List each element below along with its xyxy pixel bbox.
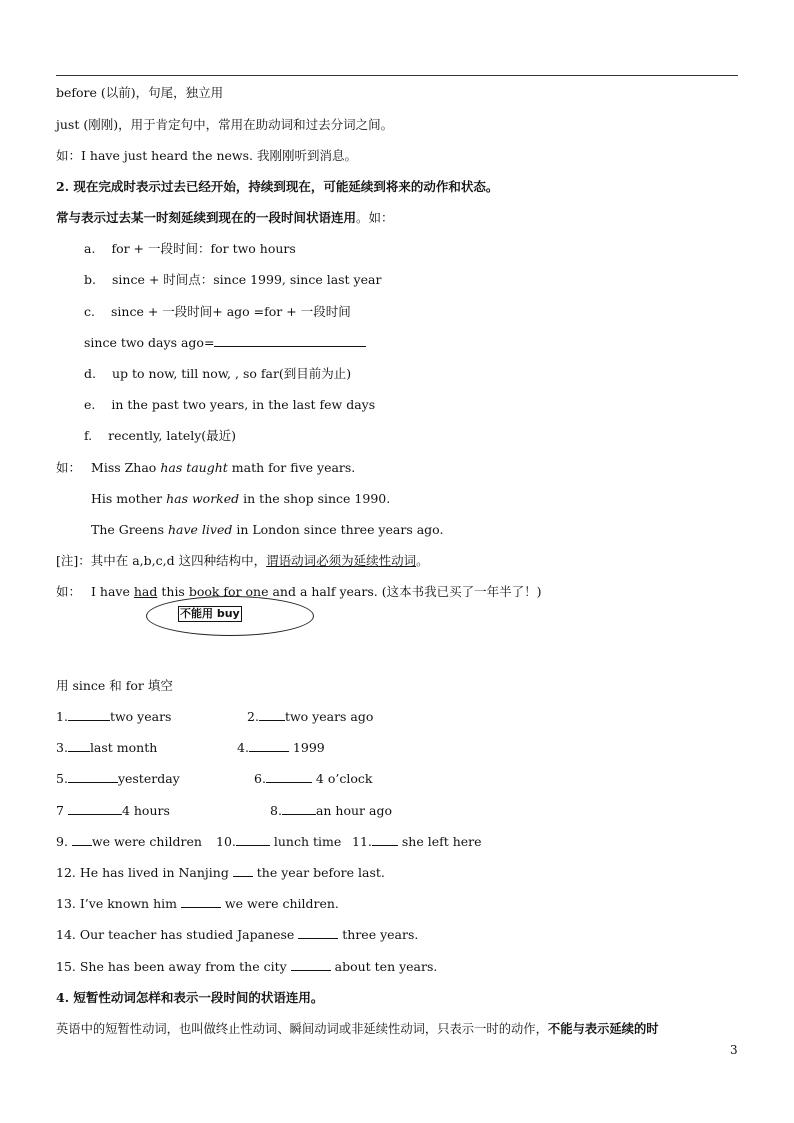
list-text: up to now, till now, , so far(到目前为止) xyxy=(111,366,352,381)
paragraph-text: 英语中的短暂性动词，也叫做终止性动词、瞬间动词或非延续性动词，只表示一时的动作， xyxy=(56,1022,548,1036)
note-text: 。 xyxy=(416,553,429,568)
example-verb: have lived xyxy=(167,522,233,537)
exercise-row-11 xyxy=(352,833,482,851)
exercise-row-6 xyxy=(254,770,372,788)
question-number: 6. xyxy=(254,771,266,786)
example-3 xyxy=(91,521,443,539)
exercise-row-2 xyxy=(247,708,373,726)
header-rule xyxy=(56,75,738,76)
list-marker: e. xyxy=(84,397,96,412)
question-text: 1999 xyxy=(288,740,325,755)
example-2 xyxy=(91,490,390,508)
answer-blank[interactable] xyxy=(181,895,221,908)
question-text: three years. xyxy=(338,927,419,942)
example-label: 如： xyxy=(56,584,82,599)
exercise-row-8 xyxy=(270,802,392,820)
answer-blank[interactable] xyxy=(233,864,253,877)
list-text: for + 一段时间：for two hours xyxy=(111,241,296,256)
exercise-q13 xyxy=(56,895,339,913)
example-text: in London since three years ago. xyxy=(232,522,444,537)
list-item-c xyxy=(84,303,351,321)
answer-blank[interactable] xyxy=(68,802,122,815)
exercise-row-1 xyxy=(56,708,171,726)
example-text: this book for one and a half years. (这本书我已买了一年半了！) xyxy=(157,584,542,599)
example-label: 如： xyxy=(56,460,82,475)
question-text: we were children. xyxy=(220,896,339,911)
list-item-f xyxy=(84,427,236,445)
question-number: 10. xyxy=(216,834,236,849)
point4-paragraph xyxy=(56,1020,659,1038)
exercise-row-10 xyxy=(216,833,341,851)
callout-label: 不能用 buy xyxy=(180,607,240,620)
exercise-q14 xyxy=(56,926,418,944)
answer-blank[interactable] xyxy=(68,770,118,783)
list-marker: f. xyxy=(84,428,93,443)
exercise-title: 用 since 和 for 填空 xyxy=(56,678,173,693)
exercise-q12 xyxy=(56,864,385,882)
answer-blank[interactable] xyxy=(298,926,338,939)
question-text: 4 hours xyxy=(121,803,170,818)
answer-blank[interactable] xyxy=(259,708,285,721)
example-verb: has worked xyxy=(166,491,240,506)
question-number: 1. xyxy=(56,709,68,724)
question-text: about ten years. xyxy=(330,959,438,974)
question-text: she left here xyxy=(397,834,482,849)
note-line xyxy=(56,552,429,570)
question-number: 4. xyxy=(237,740,249,755)
point2-subtitle-bold: 常与表示过去某一时刻延续到现在的一段时间状语连用 xyxy=(56,210,357,225)
list-marker: d. xyxy=(84,366,96,381)
point2-subtitle-tail: 。如： xyxy=(356,210,394,225)
list-item-a xyxy=(84,240,296,258)
exercise-row-4 xyxy=(237,739,325,757)
note-underlined: 谓语动词必须为延续性动词 xyxy=(266,553,417,568)
line-just: just (刚刚)，用于肯定句中，常用在助动词和过去分词之间。 xyxy=(56,117,394,132)
example-text: Miss Zhao xyxy=(91,460,161,475)
note-text: [注]：其中在 a,b,c,d 这四种结构中， xyxy=(56,553,267,568)
example-verb: has taught xyxy=(160,460,228,475)
exercise-row-7 xyxy=(56,802,170,820)
example-text: His mother xyxy=(91,491,167,506)
list-text: recently, lately(最近) xyxy=(108,428,237,443)
line-before: before (以前)，句尾，独立用 xyxy=(56,85,224,100)
answer-blank[interactable] xyxy=(249,739,289,752)
line-example-just: 如：I have just heard the news. 我刚刚听到消息。 xyxy=(56,148,357,163)
answer-blank[interactable] xyxy=(372,833,398,846)
question-number: 3. xyxy=(56,740,68,755)
answer-blank[interactable] xyxy=(72,833,92,846)
answer-blank[interactable] xyxy=(214,334,366,347)
answer-blank[interactable] xyxy=(68,739,90,752)
question-number: 9. xyxy=(56,834,72,849)
point4-title: 4. 短暂性动词怎样和表示一段时间的状语连用。 xyxy=(56,990,324,1005)
example-text: The Greens xyxy=(91,522,168,537)
example-verb-had: had xyxy=(133,584,158,599)
answer-blank[interactable] xyxy=(68,708,110,721)
example-text: in the shop since 1990. xyxy=(239,491,391,506)
example-1 xyxy=(56,459,355,477)
answer-blank[interactable] xyxy=(266,770,312,783)
answer-blank[interactable] xyxy=(282,802,316,815)
question-number: 8. xyxy=(270,803,282,818)
list-marker: c. xyxy=(84,304,95,319)
question-text: two years ago xyxy=(284,709,374,724)
question-text: 15. She has been away from the city xyxy=(56,959,291,974)
list-text: since + 时间点：since 1999, since last year xyxy=(111,272,382,287)
list-marker: a. xyxy=(84,241,96,256)
exercise-row-9 xyxy=(56,833,202,851)
answer-blank[interactable] xyxy=(236,833,270,846)
question-number: 2. xyxy=(247,709,259,724)
exercise-q15 xyxy=(56,958,437,976)
question-text: the year before last. xyxy=(252,865,385,880)
example-text: I have xyxy=(91,584,134,599)
question-number: 7 xyxy=(56,803,68,818)
since-ago-line xyxy=(84,334,366,352)
point2-title: 2. 现在完成时表示过去已经开始，持续到现在，可能延续到将来的动作和状态。 xyxy=(56,179,499,194)
question-text: 13. I’ve known him xyxy=(56,896,181,911)
answer-blank[interactable] xyxy=(291,958,331,971)
example-text: math for five years. xyxy=(227,460,356,475)
example-4 xyxy=(56,583,541,601)
exercise-row-5 xyxy=(56,770,180,788)
question-number: 11. xyxy=(352,834,372,849)
question-text: 14. Our teacher has studied Japanese xyxy=(56,927,299,942)
list-item-e xyxy=(84,396,375,414)
question-text: two years xyxy=(109,709,172,724)
question-text: lunch time xyxy=(269,834,342,849)
question-number: 5. xyxy=(56,771,68,786)
question-text: we were children xyxy=(91,834,202,849)
list-item-b xyxy=(84,271,381,289)
list-text: since + 一段时间+ ago =for + 一段时间 xyxy=(110,304,351,319)
question-text: an hour ago xyxy=(315,803,392,818)
exercise-row-3 xyxy=(56,739,157,757)
since-ago-text: since two days ago= xyxy=(84,335,215,350)
list-marker: b. xyxy=(84,272,96,287)
question-text: yesterday xyxy=(117,771,180,786)
question-text: 12. He has lived in Nanjing xyxy=(56,865,233,880)
list-text: in the past two years, in the last few days xyxy=(111,397,376,412)
question-text: last month xyxy=(89,740,158,755)
point2-subtitle xyxy=(56,209,394,227)
question-text: 4 o’clock xyxy=(311,771,373,786)
page-number: 3 xyxy=(730,1043,738,1057)
paragraph-bold: 不能与表示延续的时 xyxy=(547,1021,659,1036)
list-item-d xyxy=(84,365,351,383)
